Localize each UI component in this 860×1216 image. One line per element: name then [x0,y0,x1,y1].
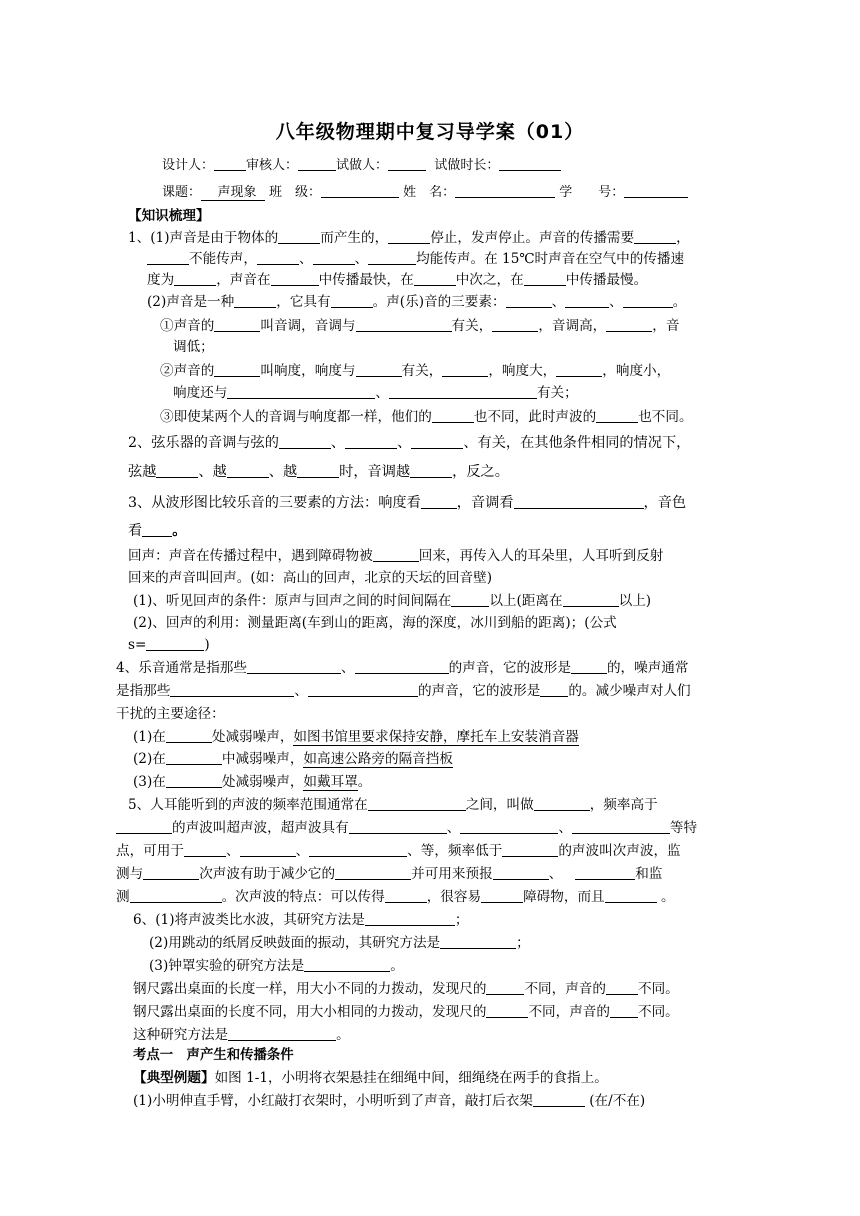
text-line [128,522,186,540]
text-fragment: (1)在 [133,729,166,745]
text-fragment: 并可用来预报 [411,866,493,882]
meta-row-2 [162,183,688,202]
text-fragment: 看 [128,523,143,539]
text-fragment: 设计人： [162,158,215,173]
blank-line [606,317,652,332]
text-fragment: 和监 [635,866,663,882]
text-fragment: 等特 [669,820,698,836]
text-fragment: 试做时长： [434,158,500,173]
text-fragment: 【典型例题】 [133,1070,215,1086]
text-fragment: (3)在 [133,774,166,790]
text-fragment: 、 [551,294,566,310]
text-fragment: 处减弱噪声， [221,774,304,790]
blank-line [355,659,449,674]
text-fragment: 度为 [147,272,175,288]
text-fragment: 、有关，在其他条件相同的情况下， [463,435,691,451]
blank-line [455,183,555,198]
blank-line [278,229,320,244]
text-fragment: 中次之，在 [455,272,524,288]
blank-line [460,819,558,834]
text-fragment: 点，可用于 [116,843,184,859]
text-fragment: 是指那些 [116,683,171,699]
text-fragment: 、 [354,251,369,267]
text-fragment: 、 [295,843,310,859]
text-line [133,592,651,610]
blank-line [410,463,452,478]
text-fragment: 、越 [268,464,298,480]
text-fragment: 。 [172,523,187,539]
text-fragment: ，反之。 [452,464,509,480]
text-fragment: 停止，发声停止。声音的传播需要 [430,230,635,246]
blank-line [514,494,644,509]
blank-line [349,819,447,834]
text-line [128,229,690,247]
text-fragment: 不能传声， [189,251,257,267]
text-fragment: ，音色 [643,495,687,511]
subsection-heading: 考点一 声产生和传播条件 [133,1048,294,1063]
text-fragment: 这种研究方法是 [133,1027,229,1043]
blank-line [227,384,375,399]
text-fragment: 、 [446,820,461,836]
blank-line [166,728,212,743]
blank-line [170,682,294,697]
blank-line [130,888,222,903]
text-fragment: 如图 1-1，小明将衣架悬挂在细绳中间，细绳绕在两手的食指上。 [214,1070,608,1086]
text-fragment: s= [128,637,147,653]
blank-line [565,293,609,308]
text-fragment: 以上) [618,593,652,609]
text-line [133,980,679,998]
text-fragment: 姓 名： [403,185,456,200]
text-line [128,636,210,654]
blank-line [571,659,607,674]
text-fragment: 试做人： [336,158,389,173]
blank-line [556,362,602,377]
blank-line [214,317,260,332]
text-line [116,819,697,837]
text-line [133,1003,679,1021]
blank-line [166,750,222,765]
blank-line [331,293,373,308]
text-fragment: 有关； [536,385,578,401]
text-fragment: 弦越 [128,464,157,480]
blank-line [432,408,474,423]
text-line [116,659,689,677]
blank-line [389,384,537,399]
text-fragment: ，响度小， [602,363,671,379]
blank-line [563,592,619,607]
blank-line [524,271,566,286]
text-line [128,463,509,481]
text-line: 干扰的主要途径： [116,706,225,722]
text-fragment: ，音调高， [538,318,607,334]
text-fragment [201,185,265,201]
text-fragment: 、 [294,683,308,699]
blank-line [309,842,407,857]
text-line [128,547,663,565]
text-fragment: 2、弦乐器的音调与弦的 [128,435,279,451]
blank-line [257,250,299,265]
text-fragment: 、等，频率低于 [407,843,503,859]
text-fragment: 有关， [401,363,443,379]
text-fragment: 钢尺露出桌面的长度不同，用大小相同的力拨动，发现尺的 [133,1004,487,1020]
blank-line [166,773,222,788]
example-text: 如高速公路旁的隔音挡板 [303,751,453,767]
example-text: 如图书馆里要求保持安静，摩托车上安装消音器 [293,729,579,745]
text-fragment: (1)、听见回声的条件：原声与回声之间的时间间隔在 [133,593,452,609]
blank-line [227,463,269,478]
blank-line [214,156,246,171]
text-fragment: 中减弱噪声， [221,751,304,767]
text-fragment: 也不同，此时声波的 [473,409,597,425]
text-fragment: (在/不在) [589,1093,646,1109]
text-line [133,750,453,768]
text-fragment: 4、乐音通常是指那些 [116,660,247,676]
text-line [149,957,404,975]
text-fragment: 。声(乐)音的三要素： [372,294,506,310]
blank-line [540,682,568,697]
blank-line [240,842,296,857]
text-fragment: 时，音调越 [339,464,411,480]
text-fragment: 以上(距离在 [489,593,563,609]
blank-line [596,408,638,423]
blank-line [356,317,452,332]
text-fragment: 的声音，它的波形是 [417,683,541,699]
text-fragment: 、越 [198,464,227,480]
blank-line [414,271,456,286]
blank-line [486,980,524,995]
text-fragment: 、 [341,660,355,676]
text-fragment: 。 [357,774,372,790]
topic-value: 声现象 [217,185,257,200]
text-line [128,796,658,814]
text-fragment: 、 [609,294,623,310]
text-fragment: ，频率高于 [589,797,658,813]
blank-line [623,293,673,308]
text-line [149,934,530,952]
text-fragment: 中传播最快，在 [318,272,414,288]
blank-line [298,156,336,171]
text-fragment: 。 [390,958,404,974]
text-fragment: 学 号： [559,185,625,200]
text-fragment: 也不同。 [638,409,693,425]
blank-line [368,796,466,811]
text-fragment: 5、人耳能听到的声波的频率范围通常在 [128,797,368,813]
text-line [116,682,691,700]
blank-line [365,911,455,926]
text-fragment: 钢尺露出桌面的长度一样，用大小不同的力拨动，发现尺的 [133,981,487,997]
text-line [160,317,679,335]
blank-line [442,362,488,377]
text-fragment: 、 [330,435,346,451]
text-line [116,865,662,883]
text-fragment: ， [676,230,690,246]
blank-line [156,463,198,478]
text-line [133,728,579,746]
text-fragment: 次声波有助于减少它的 [199,866,336,882]
text-fragment: 叫响度，响度与 [260,363,356,379]
text-fragment: ，音调看 [456,495,514,511]
text-fragment: (3)钟罩实验的研究方法是 [149,958,305,974]
example-text: 如戴耳罩 [303,774,358,790]
text-fragment: 有关， [451,318,493,334]
text-line [147,293,686,311]
page-title: 八年级物理期中复习导学案（01） [275,121,585,143]
blank-line [421,494,457,509]
text-fragment: 中传播最慢。 [565,272,648,288]
blank-line [486,1003,528,1018]
text-fragment: 的声音，它的波形是 [448,660,571,676]
text-fragment: 的。减少噪声对人们 [568,683,691,699]
text-fragment: (2)用跳动的纸屑反映鼓面的振动，其研究方法是 [149,935,441,951]
blank-line [308,682,418,697]
blank-line [533,1092,585,1107]
blank-line [606,980,638,995]
text-fragment: 的声波叫次声波，监 [558,843,681,859]
text-fragment: 均能传声。在 15℃时声音在空气中的传播速 [416,251,685,267]
text-line [133,1026,350,1044]
blank-line [605,888,657,903]
meta-row-1 [162,156,561,175]
text-fragment: 测 [116,889,130,905]
text-line [128,434,690,452]
blank-line [304,957,390,972]
text-fragment: 。 [672,294,687,310]
blank-line [506,293,552,308]
text-fragment: (1)小明伸直手臂，小红敲打衣架时，小明听到了声音，敲打后衣架 [133,1093,533,1109]
text-fragment: 3、从波形图比较乐音的三要素的方法：响度看 [128,495,421,511]
text-fragment: ，很容易 [426,889,482,905]
blank-line [481,888,523,903]
text-fragment: 、 [397,435,412,451]
section-heading: 【知识梳理】 [128,208,210,224]
blank-line [214,362,260,377]
text-line [147,250,684,268]
blank-line [493,865,549,880]
text-line: 调低； [173,339,214,355]
blank-line [575,865,635,880]
text-fragment: ) [204,637,210,653]
blank-line [147,250,189,265]
text-fragment: ③即使某两个人的音调与响度都一样，他们的 [160,409,432,425]
text-fragment: ； [516,935,530,951]
text-fragment: 、 [548,866,563,882]
text-fragment: 不同。 [638,1004,679,1020]
text-fragment: 回声：声音在传播过程中，遇到障碍物被 [128,548,373,564]
text-fragment: ，音 [652,318,680,334]
text-fragment: 6、(1)将声波类比水波，其研究方法是 [133,912,365,928]
blank-line [297,463,339,478]
blank-line [499,156,561,171]
text-fragment: 测与 [116,866,144,882]
text-line: (2)、回声的利用：测量距离(车到山的距离，海的深度，冰川到船的距离)；(公式 [133,615,617,631]
blank-line [388,156,426,171]
text-fragment: 之间，叫做 [465,797,534,813]
text-line [147,271,647,289]
text-line [173,384,578,402]
text-fragment: 而产生的， [320,230,389,246]
text-fragment: 、 [558,820,572,836]
text-fragment: 。 [336,1027,350,1043]
text-fragment: 班 级： [268,185,321,200]
text-line [133,911,468,929]
blank-line [440,934,516,949]
blank-line [572,819,670,834]
text-fragment: 、 [375,385,389,401]
blank-line [279,434,331,449]
blank-line [373,547,419,562]
blank-line [146,636,204,651]
text-fragment: 1、(1)声音是由于物体的 [128,230,279,246]
text-fragment: 。次声波的特点：可以传得 [221,889,385,905]
blank-line [228,1026,336,1041]
blank-line [610,1003,638,1018]
text-fragment: ，它具有 [276,294,331,310]
text-fragment: 回来，再传入人的耳朵里，人耳听到反射 [418,548,664,564]
blank-line [234,293,276,308]
blank-line [388,229,430,244]
text-fragment: 响度还与 [173,385,228,401]
text-line [160,408,693,426]
blank-line [143,865,199,880]
text-fragment: ，响度大， [488,363,557,379]
text-line [116,888,675,906]
text-fragment: 审核人： [246,158,299,173]
text-fragment: 课题： [162,185,202,200]
text-fragment: (2)声音是一种 [147,294,235,310]
text-line [133,773,371,791]
blank-line [502,842,558,857]
blank-line [451,592,489,607]
text-line: 回来的声音叫回声。(如：高山的回声，北京的天坛的回音壁) [128,570,493,586]
text-fragment: 、 [298,251,313,267]
text-fragment: ； [454,912,469,928]
blank-line [356,362,402,377]
text-line [128,494,686,512]
text-fragment: 障碍物，而且 [523,889,605,905]
blank-line [174,271,216,286]
text-line [133,1069,608,1087]
text-fragment: 叫音调，音调与 [260,318,356,334]
text-fragment: ②声音的 [160,363,215,379]
text-line [116,842,681,860]
text-line [160,362,670,380]
blank-line [411,434,463,449]
blank-line [247,659,341,674]
text-fragment: 的声波叫超声波，超声波具有 [172,820,349,836]
blank-line [335,865,411,880]
text-line [133,1092,645,1110]
blank-line [492,317,538,332]
blank-line [368,250,416,265]
text-fragment: 不同。 [638,981,679,997]
text-fragment: ①声音的 [160,318,215,334]
text-fragment: ，声音在 [216,272,271,288]
text-fragment: (2)在 [133,751,166,767]
blank-line [271,271,319,286]
text-fragment: 处减弱噪声， [211,729,294,745]
blank-line [321,183,399,198]
blank-line [385,888,427,903]
blank-line [634,229,676,244]
blank-line [534,796,590,811]
blank-line [142,522,172,537]
text-fragment: 的，噪声通常 [606,660,689,676]
text-fragment: 不同，声音的 [524,981,606,997]
blank-line [345,434,397,449]
blank-line [184,842,226,857]
text-fragment: 不同，声音的 [528,1004,610,1020]
blank-line [624,183,688,198]
blank-line [313,250,355,265]
text-fragment: 。 [660,889,675,905]
text-fragment: 、 [225,843,240,859]
blank-line [116,819,172,834]
